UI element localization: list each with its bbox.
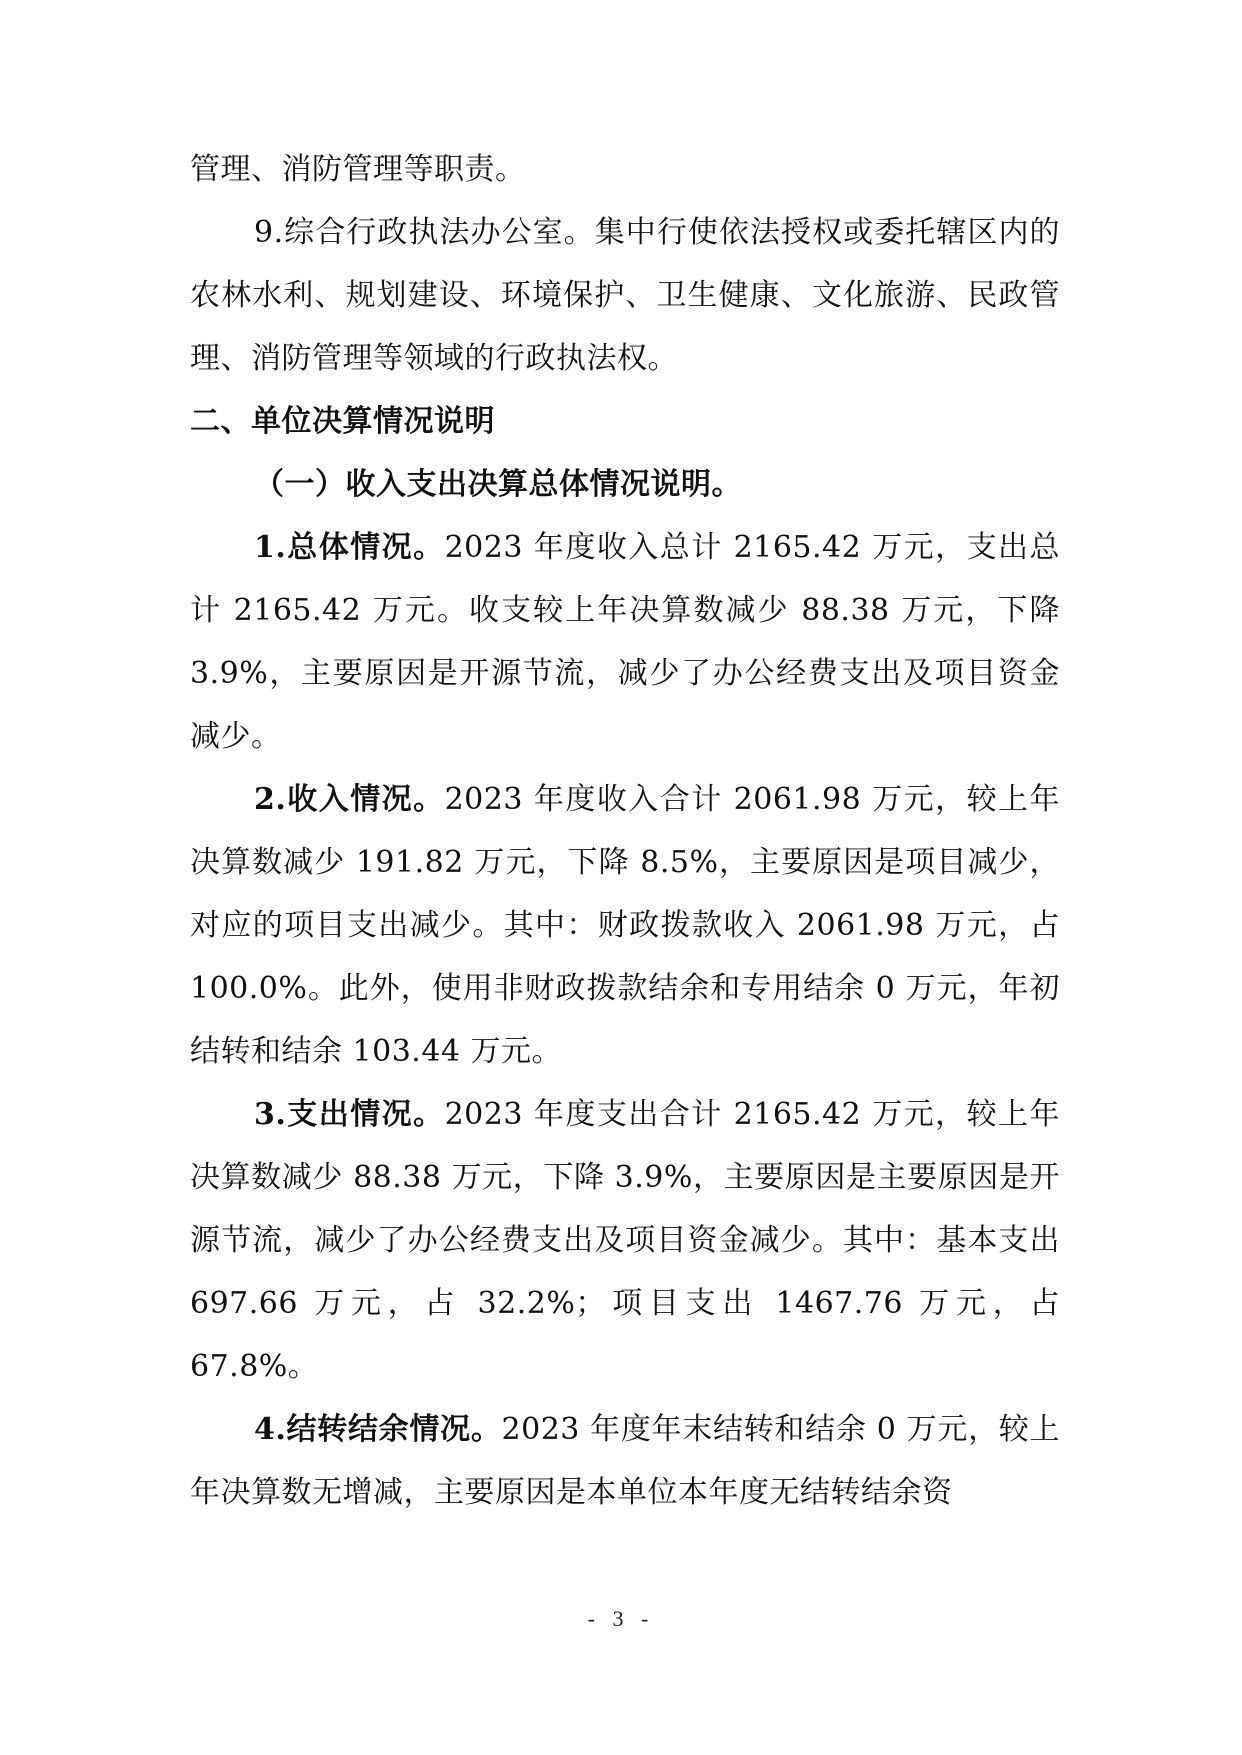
section-heading: 二、单位决算情况说明: [190, 404, 495, 439]
paragraph-item-9: 9.综合行政执法办公室。集中行使依法授权或委托辖区内的农林水利、规划建设、环境保护、卫生健康、文化旅游、民政管理、消防管理等领域的行政执法权。: [190, 215, 1060, 376]
subsection-heading: （一）收入支出决算总体情况说明。: [254, 467, 742, 502]
paragraph-lead: 3.支出情况。: [254, 1097, 445, 1132]
paragraph-body: 2023 年度年末结转和结余 0 万元，较上年决算数无增减，主要原因是本单位本年度无结转结余资: [190, 1412, 1060, 1510]
paragraph-lead: 1.总体情况。: [254, 530, 445, 565]
paragraph-lead: 4.结转结余情况。: [254, 1412, 502, 1447]
paragraph-lead: 2.收入情况。: [254, 782, 445, 817]
paragraph-carryover: [190, 1398, 1060, 1524]
document-body: [190, 138, 1060, 1524]
paragraph-expenditure: [190, 1083, 1060, 1398]
paragraph-body: 2023 年度收入合计 2061.98 万元，较上年决算数减少 191.82 万元，下降 8.5%，主要原因是项目减少，对应的项目支出减少。其中：财政拨款收入 2061.98 万元，占 100.0%。此外，使用非财政拨款结余和专用结余 0 万元，年初结转和结余 103.44 万元。: [190, 782, 1061, 1069]
paragraph-intro-tail: 管理、消防管理等职责。: [190, 152, 526, 187]
paragraph-body: 2023 年度收入总计 2165.42 万元，支出总计 2165.42 万元。收支较上年决算数减少 88.38 万元，下降 3.9%，主要原因是开源节流，减少了办公经费支出及项目资金减少。: [190, 530, 1061, 754]
paragraph-overall: [190, 516, 1060, 768]
paragraph-income: [190, 768, 1060, 1083]
paragraph-body: 2023 年度支出合计 2165.42 万元，较上年决算数减少 88.38 万元，下降 3.9%，主要原因是主要原因是开源节流，减少了办公经费支出及项目资金减少。其中：基本支出 697.66 万元，占 32.2%；项目支出 1467.76 万元，占 67.8%。: [190, 1097, 1061, 1384]
page-number: - 3 -: [587, 1606, 655, 1631]
